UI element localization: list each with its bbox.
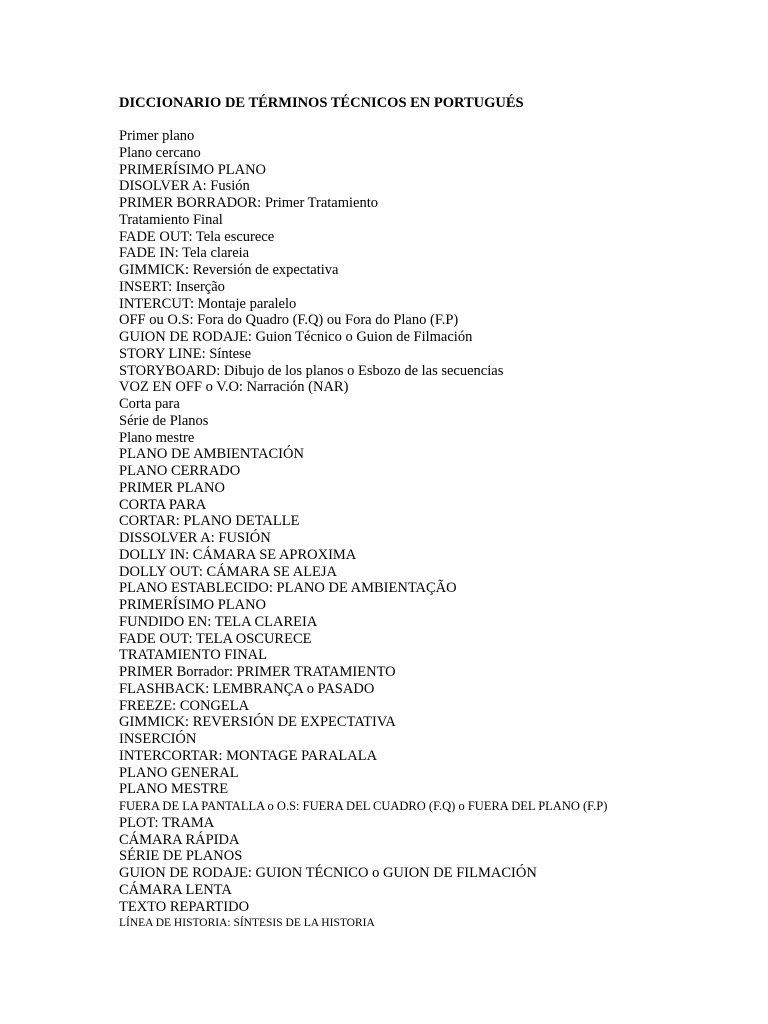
term-line: LÍNEA DE HISTORIA: SÍNTESIS DE LA HISTORIA xyxy=(119,917,375,930)
term-line: OFF ou O.S: Fora do Quadro (F.Q) ou Fora do Plano (F.P) xyxy=(119,312,459,329)
term-line: PRIMER PLANO xyxy=(119,479,225,496)
term-line: DISOLVER A: Fusión xyxy=(119,178,250,195)
term-line: CÁMARA RÁPIDA xyxy=(119,831,240,848)
term-line: FREEZE: CONGELA xyxy=(119,697,250,714)
term-line: INSERT: Inserção xyxy=(119,278,225,295)
term-line: Série de Planos xyxy=(119,412,209,429)
term-line: GUION DE RODAJE: GUION TÉCNICO o GUION DE FILMACIÓN xyxy=(119,865,537,881)
term-line: FUERA DE LA PANTALLA o O.S: FUERA DEL CUADRO (F.Q) o FUERA DEL PLANO (F.P) xyxy=(119,799,608,813)
term-line: GIMMICK: REVERSIÓN DE EXPECTATIVA xyxy=(119,714,396,731)
term-line: TEXTO REPARTIDO xyxy=(119,898,250,915)
term-line: PRIMER BORRADOR: Primer Tratamiento xyxy=(119,195,379,211)
term-line: FADE OUT: TELA OSCURECE xyxy=(119,630,312,647)
term-line: INTERCORTAR: MONTAGE PARALALA xyxy=(119,747,378,764)
term-line: STORYBOARD: Dibujo de los planos o Esbozo de las secuencias xyxy=(119,362,504,379)
terms-list xyxy=(119,128,607,932)
term-line: INTERCUT: Montaje paralelo xyxy=(119,295,297,312)
term-line: DOLLY IN: CÁMARA SE APROXIMA xyxy=(119,546,357,563)
term-line: VOZ EN OFF o V.O: Narración (NAR) xyxy=(119,379,349,396)
term-line: CÁMARA LENTA xyxy=(119,881,232,898)
term-line: GUION DE RODAJE: Guion Técnico o Guion de Filmación xyxy=(119,329,473,345)
term-line: PLANO CERRADO xyxy=(119,463,241,479)
term-line: FLASHBACK: LEMBRANÇA o PASADO xyxy=(119,680,375,697)
term-line: Plano cercano xyxy=(119,144,201,161)
term-line: Primer plano xyxy=(119,128,195,144)
term-line: PLOT: TRAMA xyxy=(119,814,215,831)
term-line: Plano mestre xyxy=(119,429,195,446)
term-line: CORTAR: PLANO DETALLE xyxy=(119,513,300,530)
term-line: FADE IN: Tela clareia xyxy=(119,245,250,262)
term-line: PRIMERÍSIMO PLANO xyxy=(119,161,267,178)
term-line: PLANO GENERAL xyxy=(119,764,239,781)
term-line: CORTA PARA xyxy=(119,496,207,513)
term-line: PRIMERÍSIMO PLANO xyxy=(119,597,267,613)
term-line: PRIMER Borrador: PRIMER TRATAMIENTO xyxy=(119,664,396,680)
term-line: FADE OUT: Tela escurece xyxy=(119,228,275,245)
term-line: GIMMICK: Reversión de expectativa xyxy=(119,262,339,278)
term-line: Corta para xyxy=(119,396,180,412)
term-line: PLANO ESTABLECIDO: PLANO DE AMBIENTAÇÃO xyxy=(119,580,457,597)
term-line: Tratamiento Final xyxy=(119,211,223,228)
term-line: FUNDIDO EN: TELA CLAREIA xyxy=(119,613,318,630)
term-line: DISSOLVER A: FUSIÓN xyxy=(119,530,271,546)
term-line: TRATAMIENTO FINAL xyxy=(119,647,267,664)
term-line: SÉRIE DE PLANOS xyxy=(119,848,243,865)
term-line: STORY LINE: Síntese xyxy=(119,345,252,362)
term-line: DOLLY OUT: CÁMARA SE ALEJA xyxy=(119,563,338,580)
document-title: DICCIONARIO DE TÉRMINOS TÉCNICOS EN PORTUGUÉS xyxy=(119,95,524,111)
term-line: PLANO MESTRE xyxy=(119,781,229,798)
term-line: INSERCIÓN xyxy=(119,731,197,747)
term-line: PLANO DE AMBIENTACIÓN xyxy=(119,446,304,463)
